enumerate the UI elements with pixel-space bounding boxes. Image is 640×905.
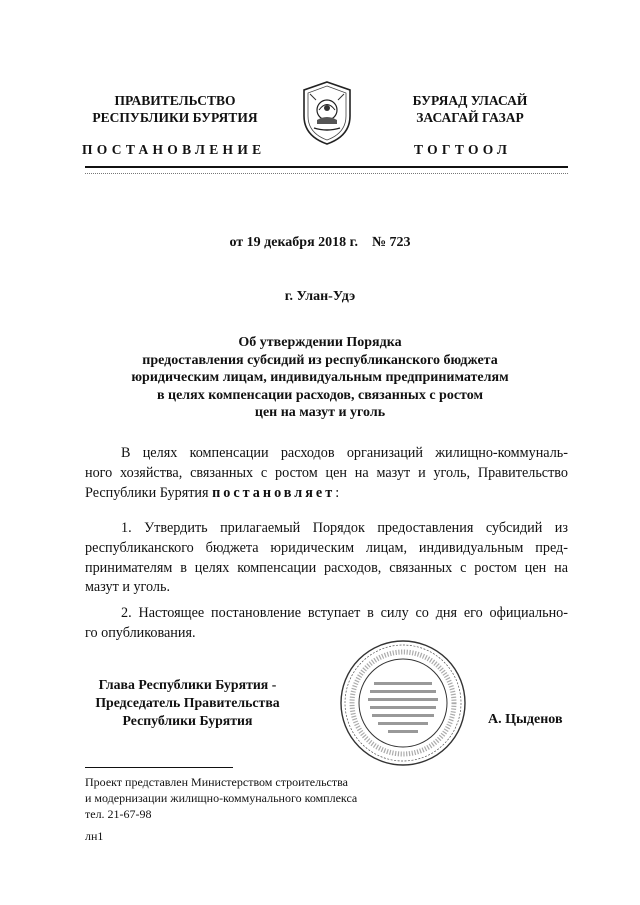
header-left-line-2: РЕСПУБЛИКИ БУРЯТИЯ: [92, 110, 258, 125]
clause-line: го опубликования.: [85, 624, 196, 641]
clause-line: принимателям в целях компенсации расходов, связанных с ростом цен на: [85, 559, 568, 576]
preamble-line-prefix: Республики Бурятия: [85, 484, 213, 501]
doc-type-buryat: ТОГТООЛ: [414, 142, 512, 157]
signatory-line: Председатель Правительства: [95, 695, 280, 710]
header-left: [65, 92, 285, 126]
header-right: [360, 92, 580, 126]
preamble-paragraph: [85, 444, 568, 503]
header-dotted-divider: [85, 173, 568, 174]
preamble-line: ного хозяйства, связанных с ростом цен на мазут и уголь, Правительство: [85, 464, 568, 481]
clause-2: [85, 604, 568, 644]
footer-divider: [85, 767, 233, 768]
header-right-line-1: БУРЯАД УЛАСАЙ: [412, 93, 528, 108]
title-line: в целях компенсации расходов, связанных с ростом: [156, 387, 484, 403]
signatory-line: Глава Республики Бурятия -: [98, 677, 277, 692]
clause-1: [85, 519, 568, 598]
document-title: [0, 334, 640, 422]
header-left-line-1: ПРАВИТЕЛЬСТВО: [114, 93, 236, 108]
official-seal-icon: [338, 638, 468, 768]
clause-line: республиканского бюджета юридическим лицам, индивидуальным пред-: [85, 539, 568, 556]
preamble-line-suffix: :: [335, 484, 340, 501]
preamble-line: [85, 484, 568, 504]
footer-line: тел. 21-67-98: [85, 807, 152, 821]
coat-of-arms-icon: [300, 80, 354, 146]
document-code: лн1: [85, 829, 104, 843]
footer-note: [85, 774, 357, 822]
city: г. Улан-Удэ: [284, 289, 356, 304]
clause-line: мазут и уголь.: [85, 579, 171, 596]
header-divider: [85, 166, 568, 168]
resolution-word: постановляет: [212, 484, 336, 501]
title-line: Об утверждении Порядка: [238, 335, 402, 350]
title-line: предоставления субсидий из республиканского бюджета: [142, 352, 498, 368]
clause-line: 1. Утвердить прилагаемый Порядок предоставления субсидий из: [121, 520, 568, 536]
signatory-position: [80, 676, 295, 730]
doc-type-russian: ПОСТАНОВЛЕНИЕ: [82, 142, 266, 157]
signatory-line: Республики Бурятия: [122, 713, 253, 728]
clause-line: 2. Настоящее постановление вступает в силу со дня его официально-: [121, 605, 568, 621]
footer-line: Проект представлен Министерством строительства: [85, 775, 348, 789]
preamble-line: В целях компенсации расходов организаций жилищно-коммуналь-: [121, 445, 568, 461]
header-right-line-2: ЗАСАГАЙ ГАЗАР: [416, 110, 524, 125]
title-line: юридическим лицам, индивидуальным предпринимателям: [131, 370, 509, 385]
footer-line: и модернизации жилищно-коммунального комплекса: [85, 791, 358, 805]
signatory-name: А. Цыденов: [488, 712, 563, 727]
date-and-number: от 19 декабря 2018 г. № 723: [229, 235, 411, 250]
title-line: цен на мазут и уголь: [254, 405, 386, 420]
